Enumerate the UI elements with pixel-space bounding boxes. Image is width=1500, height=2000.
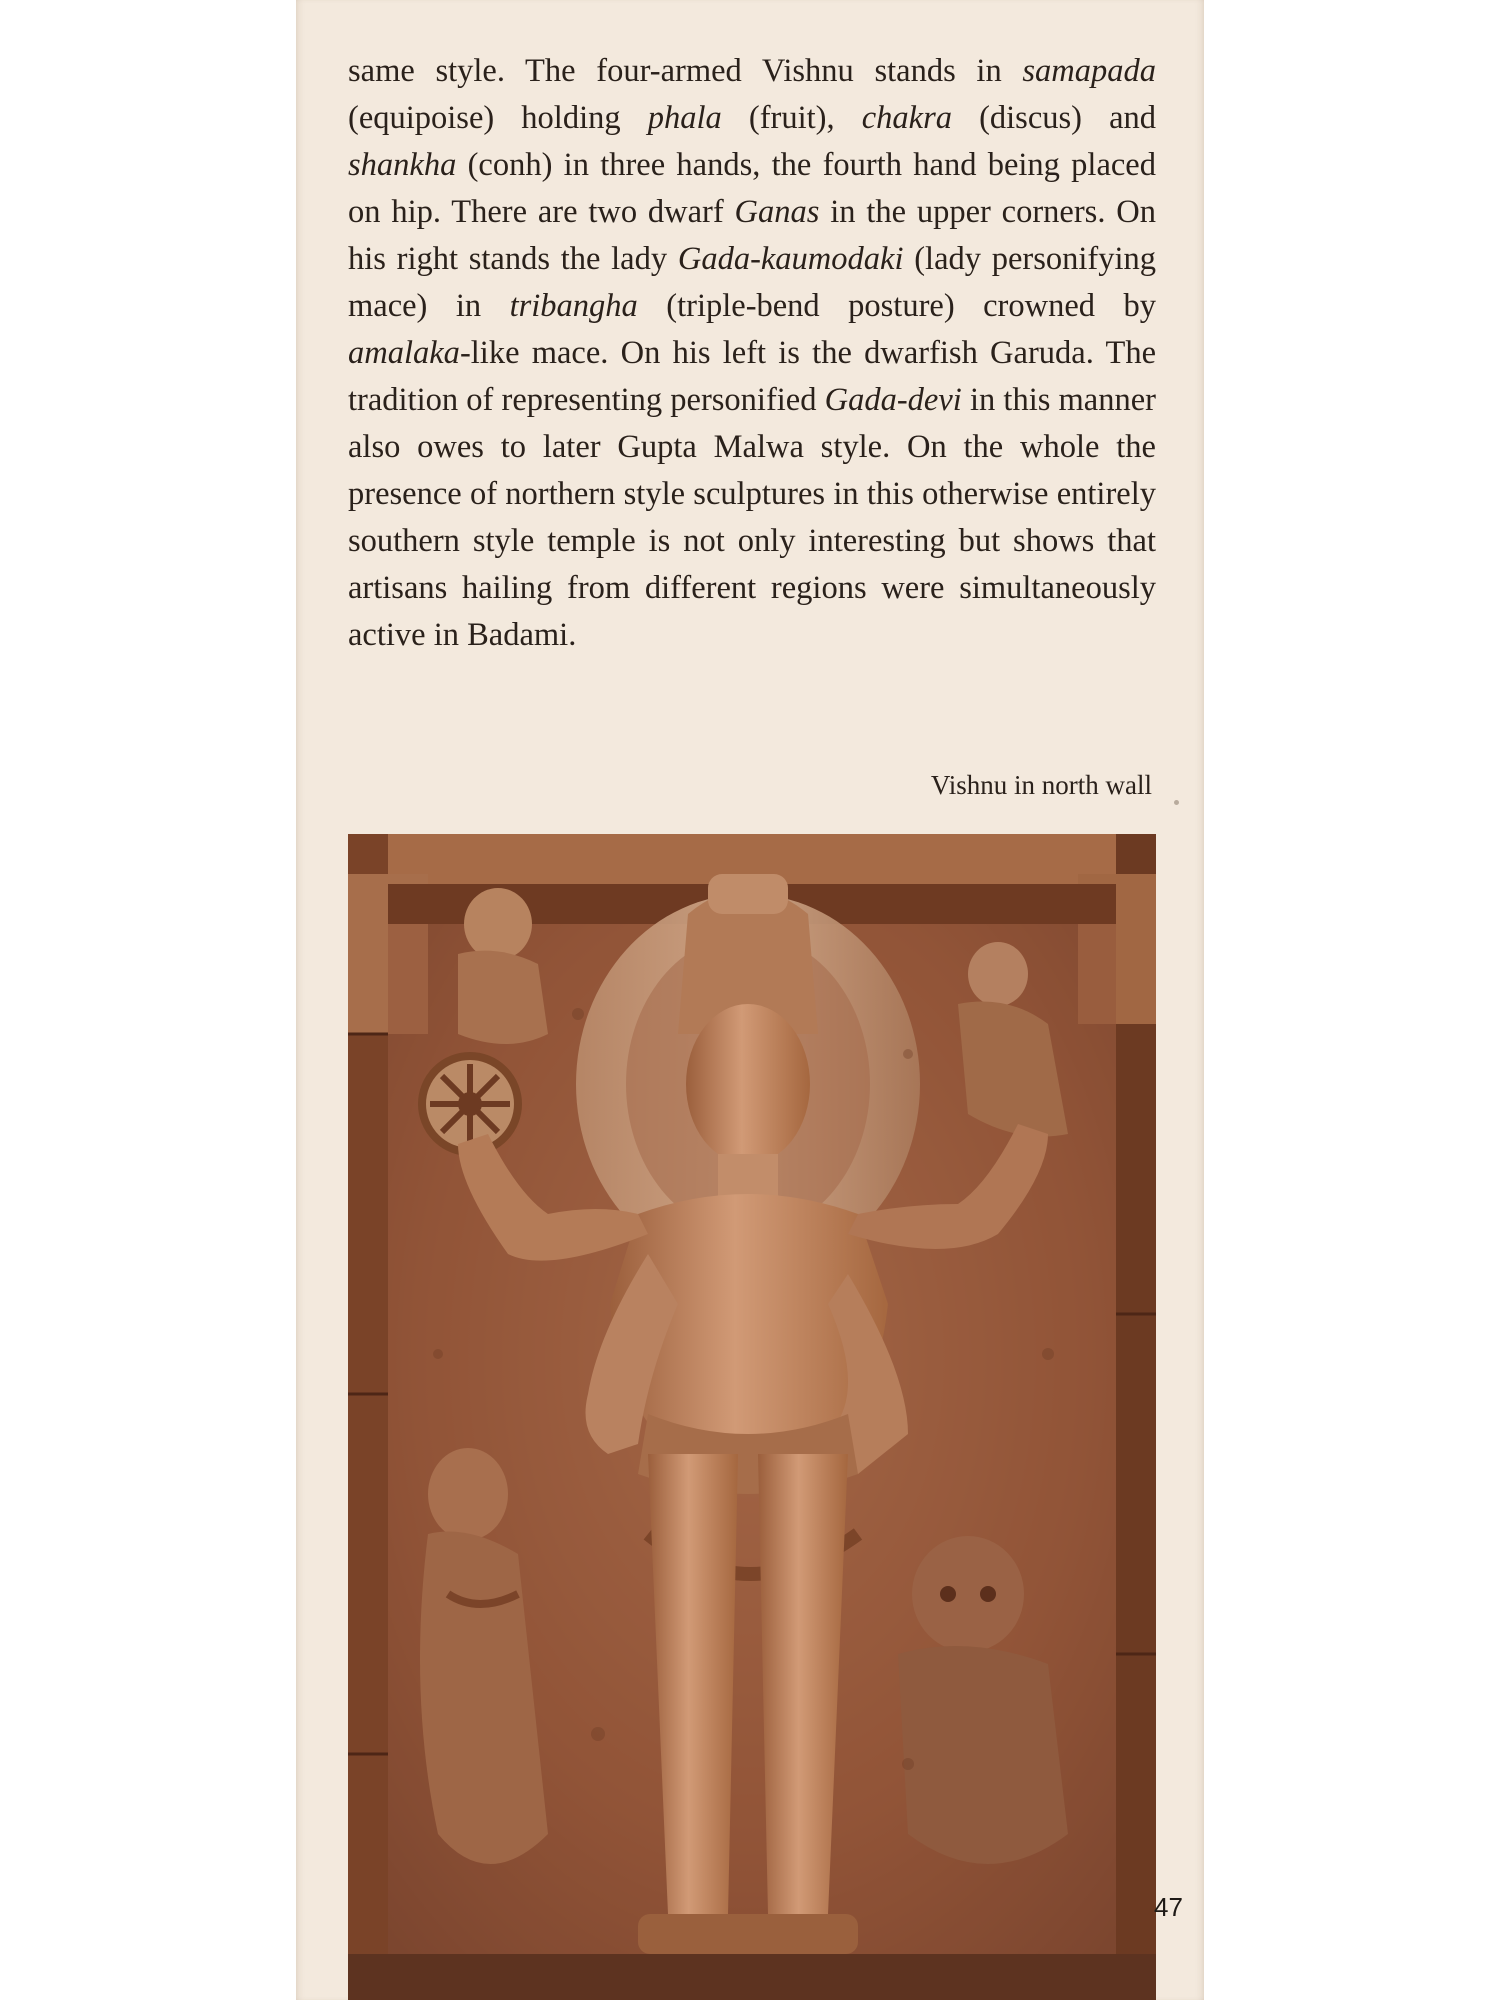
- text-run: in the upper corners. On his right stands the lady: [348, 194, 1156, 277]
- text-run: (conh) in three hands, the fourth hand being placed on hip. There are two dwarf: [348, 147, 1156, 230]
- vishnu-sculpture-photo: [348, 834, 1156, 2000]
- term-gada-devi: Gada-devi: [824, 382, 962, 418]
- text-run: (equipoise) holding: [348, 100, 648, 136]
- text-run: (fruit),: [721, 100, 862, 136]
- text-run: (discus) and: [951, 100, 1157, 136]
- term-chakra: chakra: [861, 100, 952, 136]
- text-run: same style. The four-armed Vishnu stands in: [348, 53, 1023, 89]
- page-number: 47: [1154, 1892, 1183, 1922]
- text-run: in this manner also owes to later Gupta Malwa style. On the whole the presence of northern style sculptures in this otherwise entirely southern style temple is not only interesting but shows that artisans hailing from different regions were simultaneously active in Badami.: [348, 382, 1156, 653]
- photo-caption: Vishnu in north wall: [930, 770, 1152, 800]
- text-run: -like mace. On his left is the dwarfish Garuda. The tradition of representing personified: [348, 335, 1156, 418]
- body-paragraph: [348, 48, 1156, 659]
- term-amalaka: amalaka: [348, 335, 460, 371]
- text-run: (triple-bend posture) crowned by: [637, 288, 1156, 324]
- term-phala: phala: [647, 100, 722, 136]
- book-page: [296, 0, 1204, 2000]
- term-tribangha: tribangha: [509, 288, 638, 324]
- term-shankha: shankha: [348, 147, 457, 183]
- page-speck: [1174, 800, 1179, 805]
- text-run: (lady personifying mace) in: [348, 241, 1157, 324]
- term-ganas: Ganas: [734, 194, 820, 230]
- term-gada-kaumodaki: Gada-kaumodaki: [677, 241, 904, 277]
- term-samapada: samapada: [1022, 53, 1156, 89]
